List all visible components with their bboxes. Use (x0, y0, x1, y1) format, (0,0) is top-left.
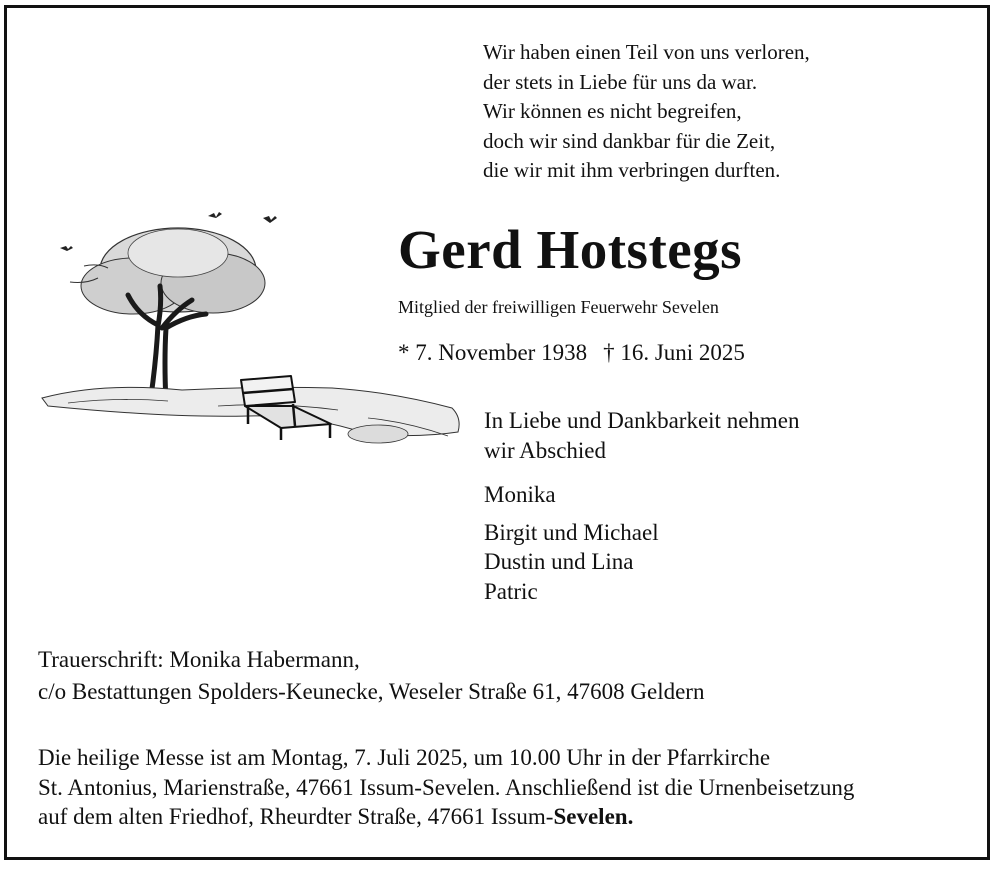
poem-line: doch wir sind dankbar für die Zeit, (483, 128, 776, 153)
mourner-name: Birgit und Michael (484, 519, 659, 545)
mourner-name: Monika (484, 482, 556, 507)
mourners-list (484, 480, 659, 606)
mass-line: St. Antonius, Marienstraße, 47661 Issum-Sevelen. Anschließend ist die Urnenbeisetzung (38, 774, 855, 800)
mass-location-bold: Sevelen. (553, 804, 634, 829)
life-dates (398, 340, 745, 366)
mass-line (38, 802, 854, 832)
poem-line: der stets in Liebe für uns da war. (483, 69, 758, 94)
birth-date: * 7. November 1938 (398, 340, 588, 365)
mourner-name: Dustin und Lina (484, 549, 634, 574)
mass-line-text: auf dem alten Friedhof, Rheurdter Straße, 47661 Issum- (38, 804, 554, 829)
mourner-name: Patric (484, 578, 538, 604)
death-date: † 16. Juni 2025 (603, 340, 745, 365)
mourning-address (38, 644, 704, 708)
poem-line: Wir haben einen Teil von uns verloren, (483, 40, 810, 64)
poem-line: die wir mit ihm verbringen durften. (483, 158, 781, 182)
poem (483, 38, 810, 186)
farewell-line: wir Abschied (484, 437, 607, 463)
farewell-line: In Liebe und Dankbarkeit nehmen (484, 408, 800, 433)
farewell-text (484, 406, 800, 465)
address-line: Trauerschrift: Monika Habermann, (38, 647, 360, 672)
poem-line: Wir können es nicht begreifen, (483, 99, 742, 123)
deceased-name: Gerd Hotstegs (398, 219, 743, 280)
deceased-subtitle: Mitglied der freiwilligen Feuerwehr Sevelen (398, 297, 719, 317)
mass-line: Die heilige Messe ist am Montag, 7. Juli 2025, um 10.00 Uhr in der Pfarrkirche (38, 745, 771, 770)
mass-information (38, 743, 854, 832)
address-line: c/o Bestattungen Spolders-Keunecke, Weseler Straße 61, 47608 Geldern (38, 679, 705, 704)
tree-icon (70, 228, 265, 408)
